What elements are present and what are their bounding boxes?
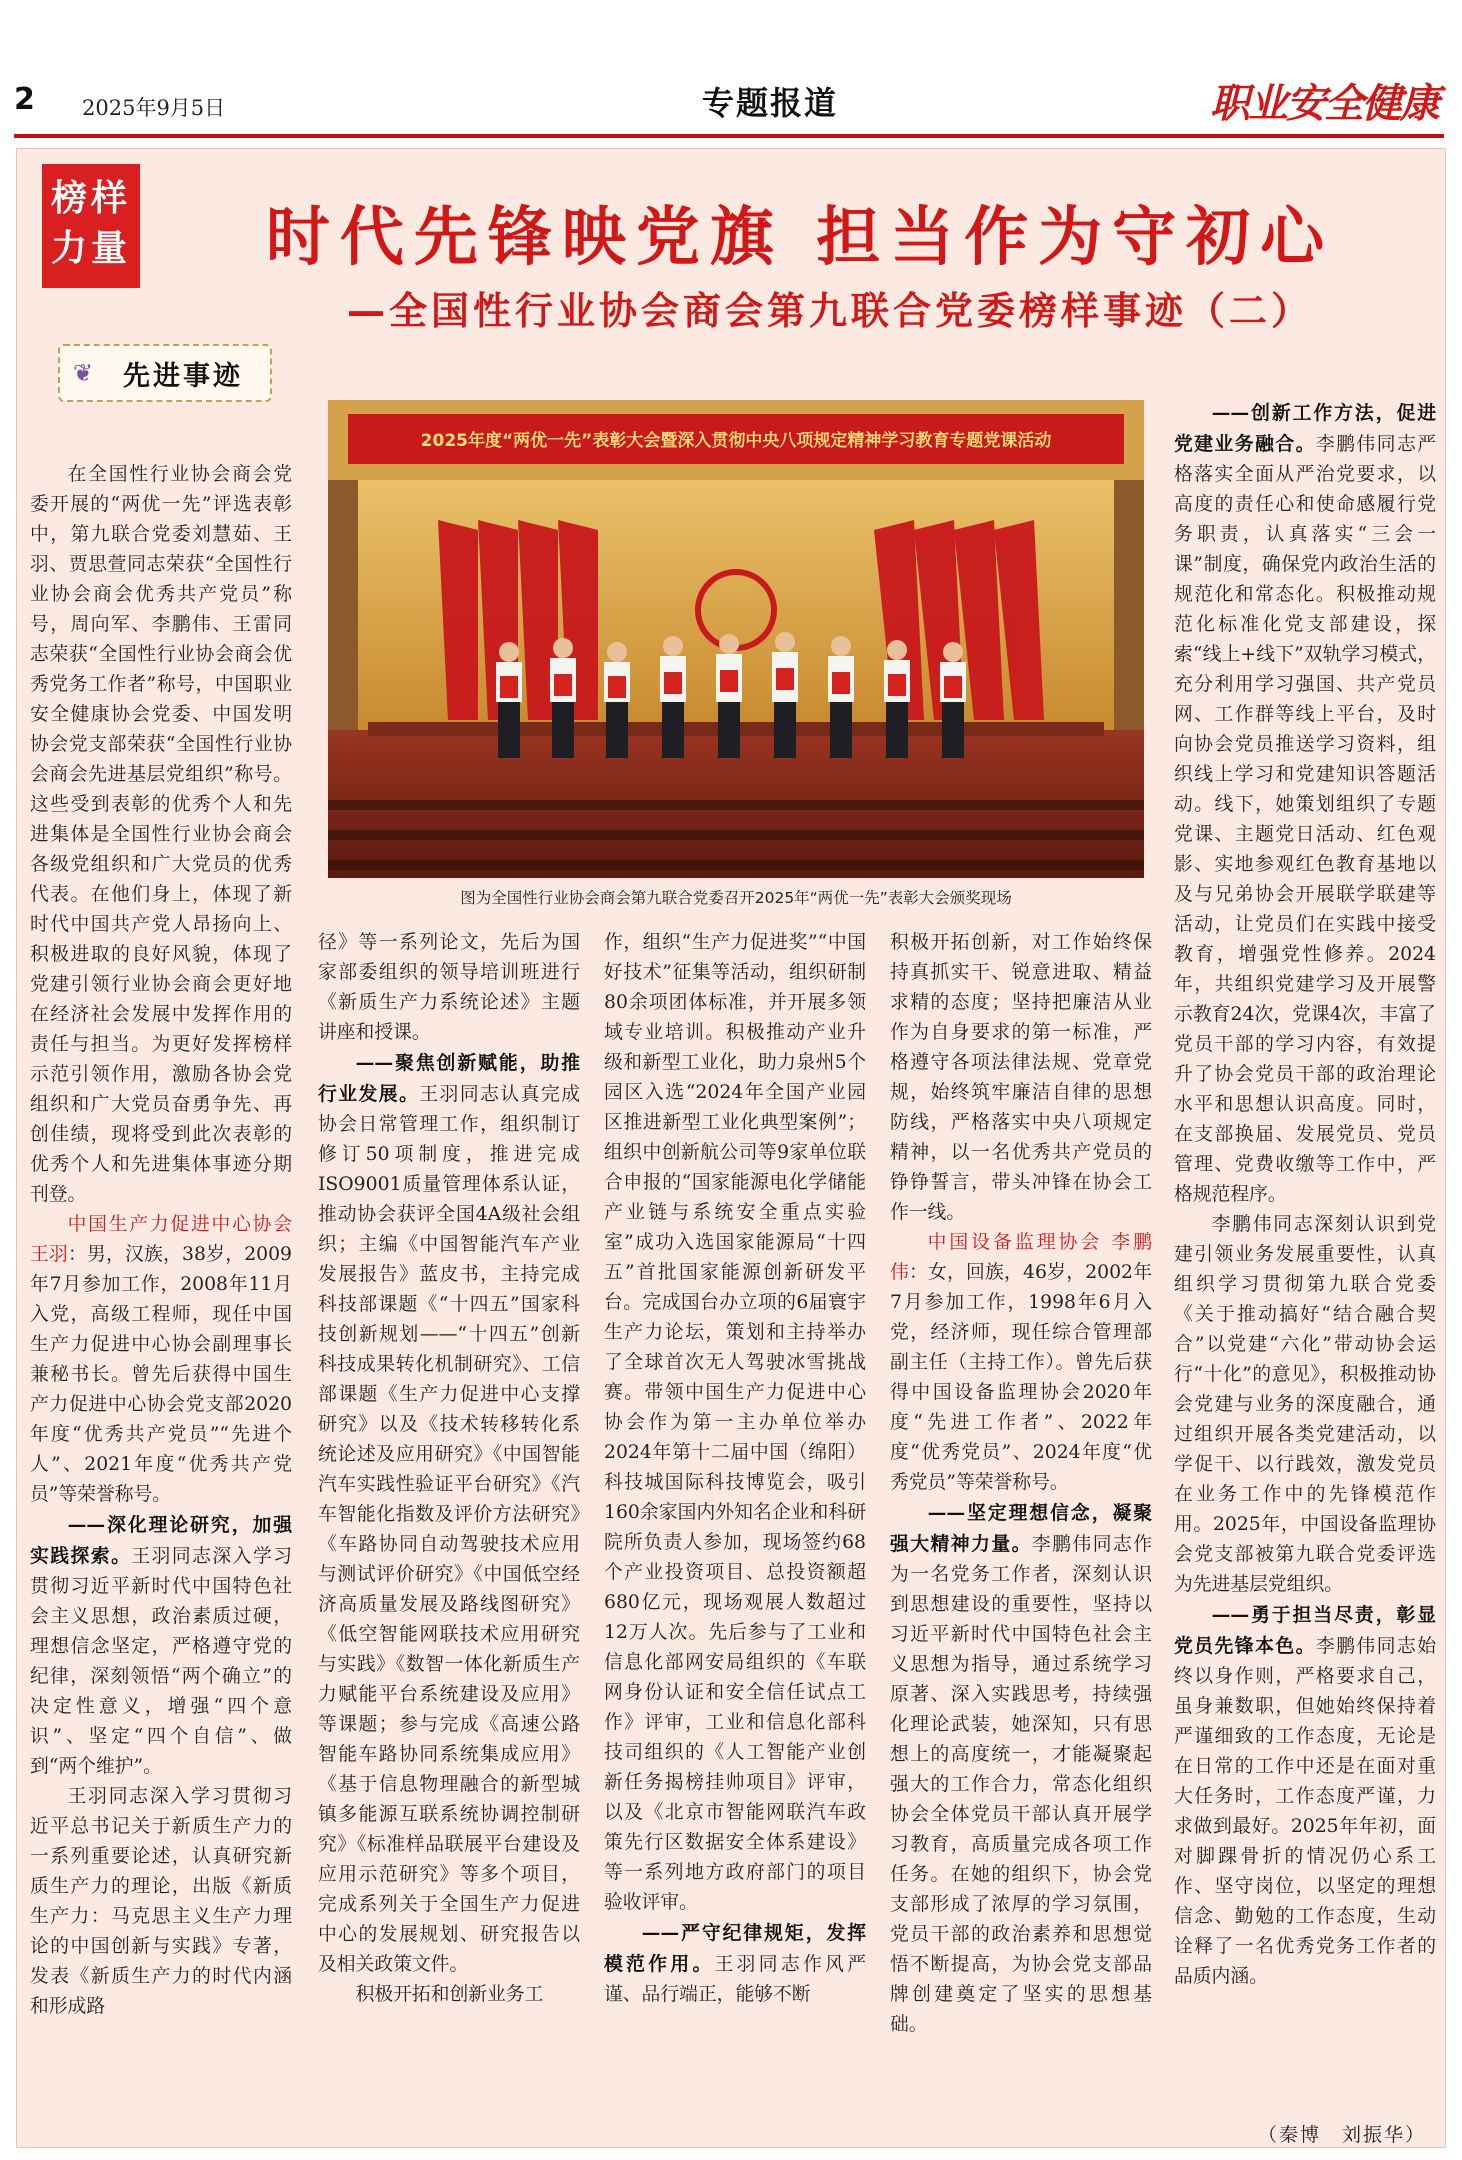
subsection-heading: ——勇于担当尽责，彰显党员先锋本色。 <box>1174 1604 1436 1657</box>
subsection-paragraph <box>604 1918 866 2010</box>
body-paragraph: 王羽同志深入学习贯彻习近平总书记关于新质生产力的一系列重要论述，认真研究新质生产力的理论，出版《新质生产力：马克思主义生产力理论的中国创新与实践》专著，发表《新质生产力的时代内涵和形成路 <box>30 1786 292 2017</box>
profile-text: ：女，回族，46岁，2002年7月参加工作，1998年6月入党，经济师，现任综合管理部副主任（主持工作）。曾先后获得中国设备监理协会2020年度“先进工作者”、2022年度“优秀党员”、2024年度“优秀党员”等荣誉称号。 <box>890 1262 1153 1493</box>
award-ceremony-photo <box>328 400 1144 878</box>
body-paragraph: 李鹏伟同志深刻认识到党建引领业务发展重要性，认真组织学习贯彻第九联合党委《关于推动搞好“结合融合契合”以党建“六化”带动协会运行“十化”的意见》，积极推动协会党建与业务的深度融合，通过组织开展各类党建活动，以学促干、以行践效，激发党员在业务工作中的先锋模范作用。2025年，中国设备监理协会党支部被第九联合党委评选为先进基层党组织。 <box>1174 1214 1436 1595</box>
ornament-icon: ❦ <box>72 359 94 387</box>
subsection-paragraph <box>30 1510 292 1782</box>
body-paragraph: 作，组织“生产力促进奖”“中国好技术”征集等活动，组织研制80余项团体标准，并开展多领域专业培训。积极推动产业升级和新型工业化，助力泉州5个园区入选“2024年全国产业园区推进新型工业化典型案例”；组织中创新航公司等9家单位联合申报的“国家能源电化学储能产业链与系统安全重点实验室”成功入选国家能源局“十四五”首批国家能源创新研发平台。完成国台办立项的6届寰宇生产力论坛，策划和主持举办了全球首次无人驾驶冰雪挑战赛。带领中国生产力促进中心协会作为第一主办单位举办2024年第十二届中国（绵阳）科技城国际科技博览会，吸引160余家国内外知名企业和科研院所负责人参加，现场签约68个产业投资项目、总投资额超680亿元，现场观展人数超过12万人次。先后参与了工业和信息化部网安局组织的《车联网身份认证和安全信任试点工作》评审，工业和信息化部科技司组织的《人工智能产业创新任务揭榜挂帅项目》评审，以及《北京市智能网联汽车政策先行区数据安全体系建设》等一系列地方政府部门的项目验收评审。 <box>604 932 866 1913</box>
article-subheadline: —全国性行业协会商会第九联合党委榜样事迹（二） <box>346 289 1313 333</box>
section-title: 专题报道 <box>701 84 838 122</box>
subsection-text: 李鹏伟同志严格落实全面从严治党要求，以高度的责任心和使命感履行党务职责，认真落实“三会一课”制度，确保党内政治生活的规范化和常态化。积极推动规范化标准化党支部建设，探索“线上+线下”双轨学习模式，充分利用学习强国、共产党员网、工作群等线上平台，及时向协会党员推送学习资料，组织线上学习和党建知识答题活动。线下，她策划组织了专题党课、主题党日活动、红色观影、实地参观红色教育基地以及与兄弟协会开展联学联建等活动，让党员们在实践中接受教育，增强党性修养。2024年，共组织党建学习及开展警示教育24次，党课4次，丰富了党员干部的学习内容，有效提升了协会党员干部的政治理论水平和思想认识高度。同时，在支部换届、发展党员、党员管理、党费收缴等工作中，严格规范程序。 <box>1174 434 1437 1205</box>
newspaper-masthead-logo: 职业安全健康 <box>1210 80 1438 127</box>
badge-line-2: 力量 <box>50 228 131 269</box>
article-column-5 <box>1174 398 1436 1992</box>
section-tag <box>58 344 272 402</box>
subsection-paragraph <box>1174 398 1436 1210</box>
subsection-text: 李鹏伟同志始终以身作则，严格要求自己，虽身兼数职，但她始终保持着严谨细致的工作态度，无论是在日常的工作中还是在面对重大任务时，工作态度严谨，力求做到最好。2025年年初，面对脚踝骨折的情况仍心系工作、坚守岗位，以坚定的理想信念、勤勉的工作态度，生动诠释了一名优秀党务工作者的品质内涵。 <box>1174 1636 1437 1987</box>
subsection-heading: ——深化理论研究，加强实践探索。 <box>30 1514 292 1567</box>
profile-name-wang-yu: 中国生产力促进中心协会 王羽 <box>30 1214 292 1265</box>
header-divider <box>14 134 1444 138</box>
subsection-text: 王羽同志深入学习贯彻习近平新时代中国特色社会主义思想，政治素质过硬，理想信念坚定，严格遵守党的纪律，深刻领悟“两个确立”的决定性意义，增强“四个意识”、坚定“四个自信”、做到“两个维护”。 <box>30 1546 293 1777</box>
page-number: 2 <box>14 82 35 117</box>
subsection-heading: ——创新工作方法，促进党建业务融合。 <box>1174 402 1436 455</box>
profile-paragraph-wang-yu <box>30 1210 292 1510</box>
author-credit: （秦博 刘振华） <box>1257 2124 1426 2146</box>
article-column-1 <box>30 460 292 2022</box>
subsection-paragraph <box>890 1498 1152 2040</box>
column-badge <box>42 164 140 288</box>
article-column-4 <box>890 928 1152 2040</box>
body-paragraph: 积极开拓和创新业务工 <box>355 1984 544 2005</box>
photo-banner: 2025年度“两优一先”表彰大会暨深入贯彻中央八项规定精神学习教育专题党课活动 <box>420 431 1052 451</box>
section-tag-label: 先进事迹 <box>123 361 243 392</box>
body-paragraph: 积极开拓创新，对工作始终保持真抓实干、锐意进取、精益求精的态度；坚持把廉洁从业作为自身要求的第一标准，严格遵守各项法律法规、党章党规，始终筑牢廉洁自律的思想防线，严格落实中央八项规定精神，以一名优秀共产党员的铮铮誓言，带头冲锋在协会工作一线。 <box>890 932 1152 1223</box>
page-header <box>0 0 1462 140</box>
subsection-heading: ——严守纪律规矩，发挥模范作用。 <box>604 1922 866 1975</box>
subsection-paragraph <box>318 1048 580 1980</box>
body-paragraph: 径》等一系列论文，先后为国家部委组织的领导培训班进行《新质生产力系统论述》主题讲座和授课。 <box>318 932 580 1043</box>
subsection-text: 王羽同志作风严谨、品行端正，能够不断 <box>604 1954 867 2005</box>
intro-paragraph: 在全国性行业协会商会党委开展的“两优一先”评选表彰中，第九联合党委刘慧茹、王羽、贾思萱同志荣获“全国性行业协会商会优秀共产党员”称号，周向军、李鹏伟、王雷同志荣获“全国性行业协会商会优秀党务工作者”称号，中国职业安全健康协会党委、中国发明协会党支部荣获“全国性行业协会商会先进基层党组织”称号。这些受到表彰的优秀个人和先进集体是全国性行业协会商会各级党组织和广大党员的优秀代表。在他们身上，体现了新时代中国共产党人昂扬向上、积极进取的良好风貌，体现了党建引领行业协会商会更好地在经济社会发展中发挥作用的责任与担当。为更好发挥榜样示范引领作用，激励各协会党组织和广大党员奋勇争先、再创佳绩，现将受到此次表彰的优秀个人和先进集体事迹分期刊登。 <box>30 464 292 1205</box>
awardees-row <box>496 632 966 758</box>
photo-caption: 图为全国性行业协会商会第九联合党委召开2025年“两优一先”表彰大会颁奖现场 <box>460 889 1012 907</box>
article-headline: 时代先锋映党旗 担当作为守初心 <box>265 201 1335 275</box>
subsection-text: 王羽同志认真完成协会日常管理工作，组织制订修订50项制度，推进完成ISO9001质量管理体系认证，推动协会获评全国4A级社会组织；主编《中国智能汽车产业发展报告》蓝皮书，主持完成科技部课题《“十四五”国家科技创新规划——“十四五”创新科技成果转化机制研究》、工信部课题《生产力促进中心支撑研究》以及《技术转移转化系统论述及应用研究》《中国智能汽车实践性验证平台研究》《汽车智能化指数及评价方法研究》《车路协同自动驾驶技术应用与测试评价研究》《中国低空经济高质量发展及路线图研究》《低空智能网联技术应用研究与实践》《数智一体化新质生产力赋能平台系统建设及应用》等课题；参与完成《高速公路智能车路协同系统集成应用》《基于信息物理融合的新型城镇多能源互联系统协调控制研究》《标准样品联展平台建设及应用示范研究》等多个项目，完成系列关于全国生产力促进中心的发展规划、研究报告以及相关政策文件。 <box>318 1084 581 1975</box>
subsection-heading: ——聚焦创新赋能，助推行业发展。 <box>318 1052 580 1105</box>
profile-text: ：男，汉族，38岁，2009年7月参加工作，2008年11月入党，高级工程师，现任中国生产力促进中心协会副理事长兼秘书长。曾先后获得中国生产力促进中心协会党支部2020年度“优秀共产党员”“先进个人”、2021年度“优秀共产党员”等荣誉称号。 <box>30 1244 292 1505</box>
ceremony-illustration <box>328 400 1144 878</box>
issue-date: 2025年9月5日 <box>82 96 226 120</box>
article-column-3 <box>604 928 866 2010</box>
subsection-heading: ——坚定理想信念，凝聚强大精神力量。 <box>890 1502 1152 1555</box>
profile-name-li-pengwei: 中国设备监理协会 李鹏伟 <box>890 1232 1152 1283</box>
profile-paragraph-li-pengwei <box>890 1228 1152 1498</box>
article-column-2 <box>318 928 580 2010</box>
subsection-paragraph <box>1174 1600 1436 1992</box>
subsection-text: 李鹏伟同志作为一名党务工作者，深刻认识到思想建设的重要性，坚持以习近平新时代中国特色社会主义思想为指导，通过系统学习原著、深入实践思考，持续强化理论武装，她深知，只有思想上的高度统一，才能凝聚起强大的工作合力，常态化组织协会全体党员干部认真开展学习教育，高质量完成各项工作任务。在她的组织下，协会党支部形成了浓厚的学习氛围，党员干部的政治素养和思想觉悟不断提高，为协会党支部品牌创建奠定了坚实的思想基础。 <box>890 1534 1153 2035</box>
badge-line-1: 榜样 <box>50 178 131 219</box>
